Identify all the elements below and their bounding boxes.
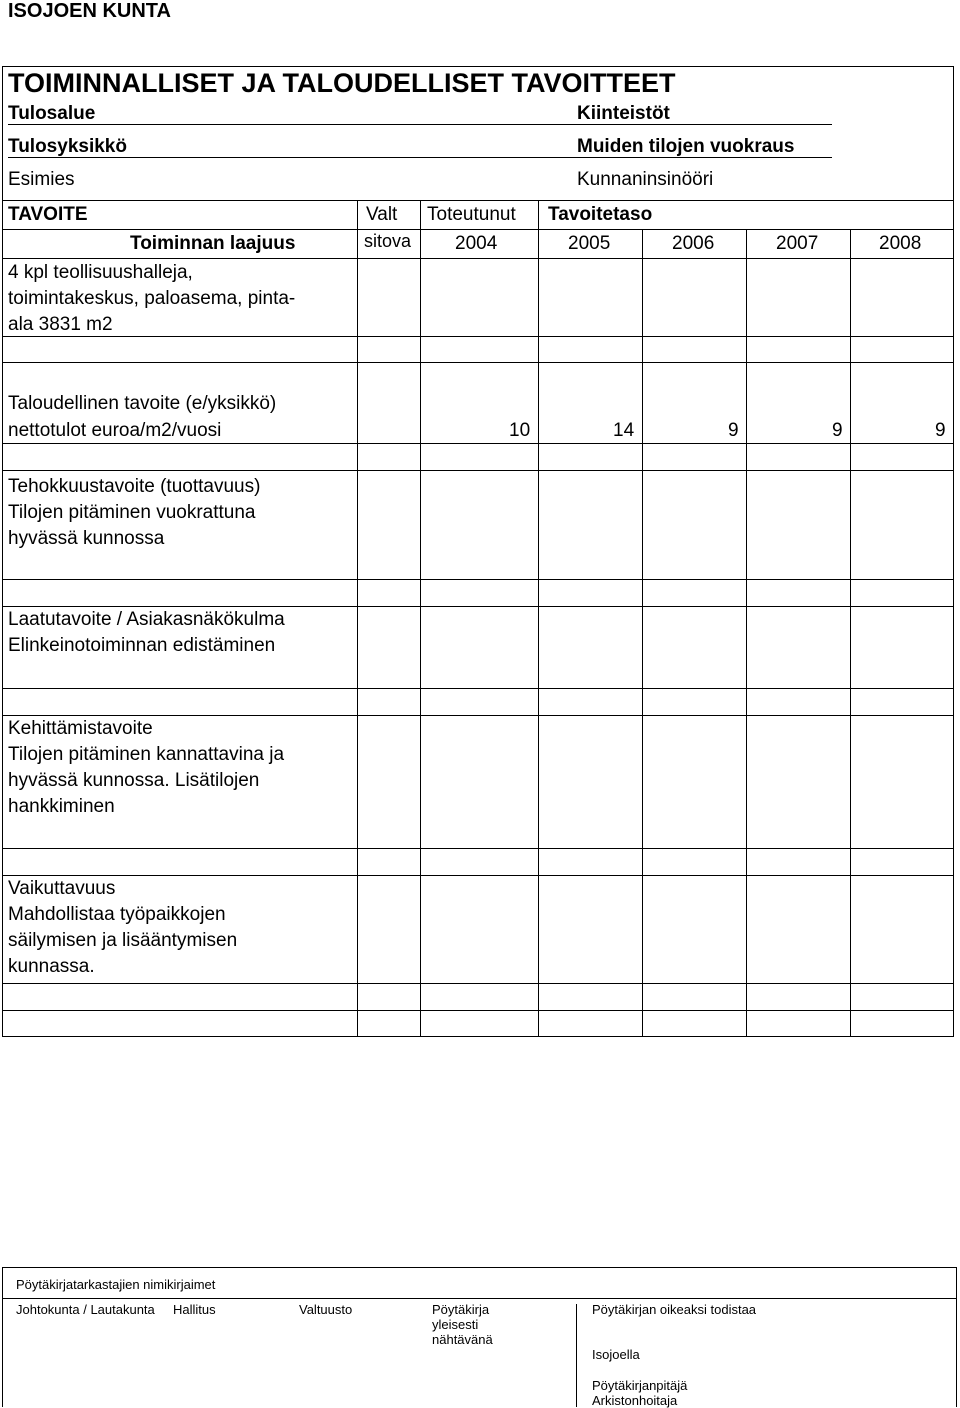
year-2007: 2007: [776, 233, 819, 254]
valtuusto-label: Valtuusto: [299, 1302, 353, 1317]
year-2006: 2006: [672, 233, 715, 254]
municipality-name: ISOJOEN KUNTA: [8, 0, 171, 22]
esimies-label: Esimies: [8, 169, 75, 190]
col-tavoite: TAVOITE: [8, 204, 88, 225]
tehokkuus-description: Tehokkuustavoite (tuottavuus) Tilojen pitäminen vuokrattuna hyvässä kunnossa: [8, 476, 261, 549]
year-2005: 2005: [568, 233, 611, 254]
tulosyksikko-label: Tulosyksikkö: [8, 136, 127, 157]
arkistonhoitaja-label: Arkistonhoitaja: [592, 1393, 678, 1408]
laatu-description: Laatutavoite / Asiakasnäkökulma Elinkeinotoiminnan edistäminen: [8, 609, 285, 656]
year-2004: 2004: [455, 233, 498, 254]
tulosalue-label: Tulosalue: [8, 103, 96, 124]
johtokunta-label: Johtokunta / Lautakunta: [16, 1302, 155, 1317]
isojoella-label: Isojoella: [592, 1347, 640, 1362]
tarkastajat-label: Pöytäkirjatarkastajien nimikirjaimet: [16, 1277, 216, 1292]
esimies-value: Kunnaninsinööri: [577, 169, 714, 190]
vaikuttavuus-description: Vaikuttavuus Mahdollistaa työpaikkojen säilymisen ja lisääntymisen kunnassa.: [8, 878, 238, 977]
nettotulot-label: nettotulot euroa/m2/vuosi: [8, 420, 222, 441]
nettotulot-2005: 14: [613, 420, 635, 441]
nettotulot-2006: 9: [728, 420, 739, 441]
year-2008: 2008: [879, 233, 922, 254]
hallitus-label: Hallitus: [173, 1302, 216, 1317]
col-toteutunut: Toteutunut: [427, 204, 516, 225]
col-valt: Valt: [366, 204, 398, 225]
kehittamis-description: Kehittämistavoite Tilojen pitäminen kannattavina ja hyvässä kunnossa. Lisätilojen hankkiminen: [8, 718, 285, 817]
row-toiminnan-laajuus: Toiminnan laajuus: [130, 233, 296, 254]
laajuus-description: 4 kpl teollisuushalleja, toimintakeskus, paloasema, pinta- ala 3831 m2: [8, 262, 296, 335]
poytakirja-nahtavana: Pöytäkirja yleisesti nähtävänä: [432, 1302, 493, 1347]
oikeaksi-todistaa-label: Pöytäkirjan oikeaksi todistaa: [592, 1302, 757, 1317]
nettotulot-2008: 9: [935, 420, 946, 441]
tulosyksikko-value: Muiden tilojen vuokraus: [577, 136, 795, 157]
col-tavoitetaso: Tavoitetaso: [548, 204, 653, 225]
page-title: TOIMINNALLISET JA TALOUDELLISET TAVOITTEET: [8, 68, 676, 98]
tulosalue-value: Kiinteistöt: [577, 103, 670, 124]
taloudellinen-label: Taloudellinen tavoite (e/yksikkö): [8, 393, 277, 414]
nettotulot-2007: 9: [832, 420, 843, 441]
poytakirjanpitaja-label: Pöytäkirjanpitäjä: [592, 1378, 688, 1393]
sitova-label: sitova: [364, 231, 412, 251]
nettotulot-2004: 10: [509, 420, 531, 441]
